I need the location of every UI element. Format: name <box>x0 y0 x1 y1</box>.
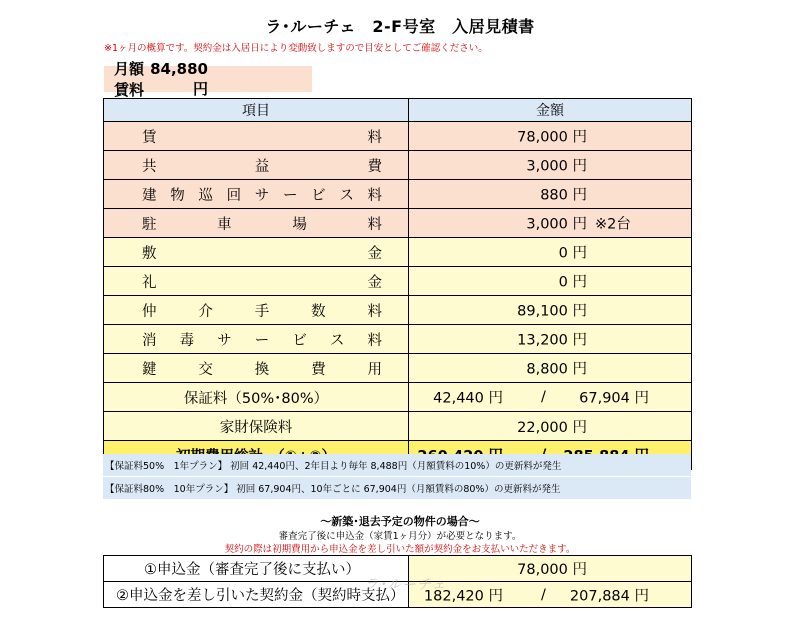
fee-amount: 880 円 <box>540 187 587 204</box>
fee-label-char: 場 <box>292 216 307 233</box>
insurance-row <box>104 412 692 441</box>
section-line-1: 審査完了後に申込金（家賃1ヶ月分）が必要となります。 <box>278 531 522 542</box>
fee-label-char: 駐 <box>142 216 157 233</box>
fee-label-char: 物 <box>170 187 185 204</box>
section-line-2: 契約の際は初期費用から申込金を差し引いた額が契約金をお支払いいただきます。 <box>224 544 576 555</box>
fee-amount-cell <box>409 267 692 296</box>
fee-label-char: 建 <box>142 187 157 204</box>
fee-label-char: 鍵 <box>142 361 157 378</box>
fee-label-char: 料 <box>367 303 382 320</box>
fee-label-char: 毒 <box>179 332 195 349</box>
fee-label-char: 消 <box>142 332 157 349</box>
contract-fee-label: ②申込金を差し引いた契約金（契約時支払） <box>104 582 409 608</box>
fee-extra-note: ※2台 <box>595 216 631 233</box>
fee-row <box>104 122 692 151</box>
fee-row <box>104 209 692 238</box>
fee-row <box>104 180 692 209</box>
fee-amount: 3,000 円 <box>526 158 587 175</box>
fee-label-char: 敷 <box>142 245 157 262</box>
fee-label-char: ビ <box>311 187 326 204</box>
contract-fee-separator: / <box>541 586 546 603</box>
fee-amount-cell <box>409 296 692 325</box>
table-header-row <box>104 99 692 122</box>
monthly-rent-box <box>104 59 312 99</box>
info-plan-50: 【保証料50% 1年プラン】 初回 42,440円、2年目より毎年 8,488円（月額賃料の10%）の更新料が発生 <box>103 454 691 476</box>
fee-label <box>104 122 409 151</box>
fee-label-char: 料 <box>367 187 382 204</box>
fee-label-char: 用 <box>367 361 382 378</box>
fee-label-char: 巡 <box>198 187 213 204</box>
fee-amount-cell <box>409 209 692 238</box>
fee-label <box>104 296 409 325</box>
info-plan-80: 【保証料80% 10年プラン】 初回 67,904円、10年ごとに 67,904円（月額賃料の80%）の更新料が発生 <box>103 477 691 499</box>
fee-label-char: サ <box>254 187 270 204</box>
fee-label-char: 費 <box>367 158 382 175</box>
fee-label-char: 手 <box>254 303 270 320</box>
fee-label-char: 礼 <box>142 274 157 291</box>
fee-amount: 89,100 円 <box>517 303 587 320</box>
fee-row <box>104 267 692 296</box>
fee-label-char: 料 <box>367 216 382 233</box>
monthly-rent-label: 月額賃料 <box>114 60 145 99</box>
fee-amount-cell <box>409 151 692 180</box>
fee-label-char: ー <box>282 187 298 204</box>
fee-amount: 13,200 円 <box>517 332 587 349</box>
fee-amount: 3,000 円 <box>526 216 587 233</box>
fee-amount-cell <box>409 180 692 209</box>
document-title: ラ･ルーチェ 2-F号室 入居見積書 <box>265 17 535 36</box>
fee-row <box>104 238 692 267</box>
fee-label-char: 交 <box>198 361 213 378</box>
fee-amount: 8,800 円 <box>526 361 587 378</box>
fee-amount: 0 円 <box>558 274 587 291</box>
fee-label-char: 介 <box>198 303 213 320</box>
fee-label <box>104 209 409 238</box>
guarantee-row <box>104 383 692 412</box>
contract-fee-amount-a: 182,420 円 <box>423 588 503 604</box>
header-item: 項目 <box>104 99 409 122</box>
section-title: ～新築･退去予定の物件の場合～ <box>320 515 480 528</box>
fee-label <box>104 354 409 383</box>
monthly-rent-amount: 84,880 円 <box>150 59 208 98</box>
guarantee-label: 保証料（50%･80%） <box>104 383 409 412</box>
insurance-label: 家財保険料 <box>104 412 409 441</box>
fee-label-char: 費 <box>311 361 326 378</box>
fee-label-char: 料 <box>367 332 382 349</box>
fee-label-char: ー <box>254 332 270 349</box>
estimate-note: ※1ヶ月の概算です。契約金は入居日により変動致しますので目安としてご確認ください。 <box>104 43 488 54</box>
fee-label <box>104 267 409 296</box>
fee-label <box>104 151 409 180</box>
fee-row <box>104 325 692 354</box>
guarantee-amounts <box>409 383 692 412</box>
fee-label-char: 共 <box>142 158 157 175</box>
fee-amount-cell <box>409 325 692 354</box>
fee-label-char: ビ <box>292 332 307 349</box>
fee-label <box>104 238 409 267</box>
fee-label <box>104 325 409 354</box>
fee-label-char: 換 <box>254 361 270 378</box>
contract-fee-amounts <box>409 582 692 608</box>
fee-label-char: 数 <box>311 303 326 320</box>
fee-label <box>104 180 409 209</box>
watermark-logo: ラ･ルーチェ <box>364 577 447 593</box>
fee-label-char: 益 <box>254 158 270 175</box>
fee-amount: 0 円 <box>558 245 587 262</box>
fee-amount-cell <box>409 238 692 267</box>
fee-label-char: ス <box>329 332 345 349</box>
application-fee-amount: 78,000 円 <box>409 556 692 582</box>
fee-amount-cell <box>409 354 692 383</box>
guarantee-amount-80: 67,904 円 <box>579 390 649 407</box>
fee-label-char: 金 <box>367 274 382 291</box>
fee-label-char: 賃 <box>142 129 157 146</box>
fee-label-char: 金 <box>367 245 382 262</box>
fee-label-char: 回 <box>226 187 242 204</box>
contract-fee-amount-b: 207,884 円 <box>569 588 649 604</box>
header-amount: 金額 <box>409 99 692 122</box>
fee-label-char: ス <box>339 187 354 204</box>
fee-label-char: 仲 <box>142 303 157 320</box>
guarantee-separator: / <box>541 389 546 405</box>
fee-label-char: 車 <box>217 216 232 233</box>
fee-amount: 78,000 円 <box>517 129 587 146</box>
insurance-amount: 22,000 円 <box>409 412 692 441</box>
fee-label-char: サ <box>217 332 232 349</box>
fee-row <box>104 354 692 383</box>
fee-row <box>104 296 692 325</box>
guarantee-amount-50: 42,440 円 <box>433 390 503 407</box>
estimate-table <box>103 98 692 470</box>
fee-amount-cell <box>409 122 692 151</box>
fee-row <box>104 151 692 180</box>
fee-label-char: 料 <box>367 129 382 146</box>
application-fee-label: ①申込金（審査完了後に支払い） <box>104 556 409 582</box>
